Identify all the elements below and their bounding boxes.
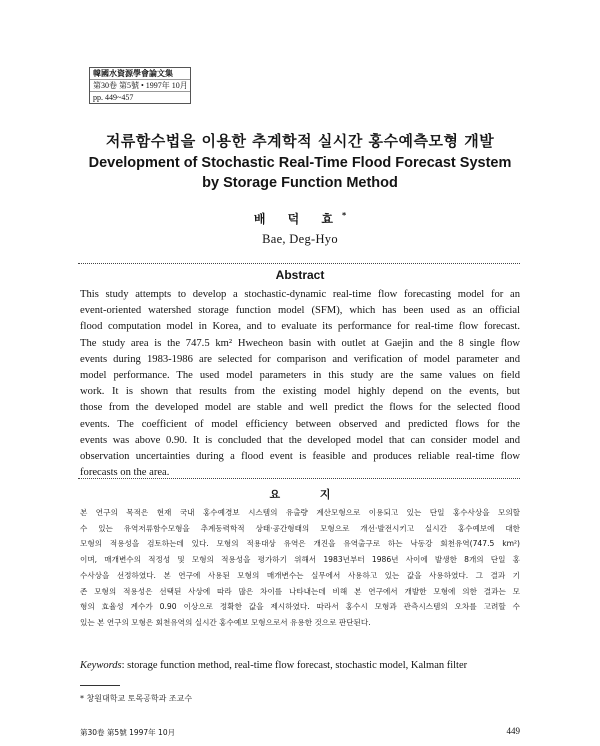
- author-korean: [0, 210, 600, 227]
- korean-abstract-line: 수 있는 유역저류함수모형을 추계동력학적 상태·공간형태의 모형으로 개선·발전시키고 실시간 홍수예보에 대한: [80, 523, 520, 533]
- footnote-rule: [80, 685, 120, 686]
- journal-volume: 第30卷 第5號 • 1997年 10月: [90, 79, 190, 91]
- korean-abstract-line: 모형의 적용성을 검토하는데 있다. 모형의 적용대상 유역은 개진을 유역출구로 하는 낙동강 회천유역(747.5 km²): [80, 539, 520, 549]
- abstract-line: The study area is the 747.5 km² Hwecheon basin with outlet at Gaejin and the 8 single flow: [80, 337, 520, 349]
- abstract-line: flood computation model in Korea, and to evaluate its performance for real-time flow forecast.: [80, 321, 520, 333]
- author-korean-name: 배 덕 효: [253, 212, 342, 226]
- keywords-text: : storage function method, real-time flow forecast, stochastic model, Kalman filter: [121, 660, 468, 671]
- title-english-line1: Development of Stochastic Real-Time Flood Forecast System: [88, 155, 512, 171]
- dotted-divider-bottom: [78, 478, 520, 479]
- korean-abstract-line: 형의 효율성 계수가 0.90 이상으로 정확한 값을 제시하였다. 따라서 홍수시 모형과 관측시스템의 오차를 고려할 수: [80, 602, 520, 612]
- title-korean: 저류함수법을 이용한 추계학적 실시간 홍수예측모형 개발: [105, 132, 495, 150]
- title-english-line2: by Storage Function Method: [202, 175, 398, 191]
- abstract-line: This study attempts to develop a stochastic-dynamic real-time flow forecasting model for an: [80, 289, 520, 300]
- korean-abstract-line: 수사상을 선정하였다. 본 연구에 사용된 모형의 매개변수는 실무에서 사용하고 있는 값을 사용하였다. 그 결과 기: [80, 570, 520, 580]
- korean-abstract-body: [80, 505, 520, 631]
- abstract-line: events. The coefficient of model efficiency between observed and predicted flows for the: [80, 418, 520, 430]
- author-footnote-marker: *: [341, 211, 347, 220]
- abstract-line: work. It is shown that results from the existing model highly depend on the events, but: [80, 386, 520, 398]
- keywords: [80, 660, 467, 671]
- korean-abstract-line: 본 연구의 목적은 현재 국내 홍수예경보 시스템의 유출량 계산모형으로 이용되고 있는 단일 홍수사상을 모의할: [80, 508, 520, 517]
- abstract-line: those from the developed model are stable and well predict the flows for the selected flood: [80, 402, 520, 414]
- keywords-label: Keywords: [80, 660, 122, 671]
- abstract-heading: Abstract: [275, 268, 325, 282]
- korean-abstract-line: 존 모형의 적용성은 선택된 사상에 따라 많은 차이를 나타내는데 비해 본 연구에서 개발한 모형에 의한 결과는 모: [80, 586, 520, 596]
- journal-info-box: [89, 67, 191, 104]
- abstract-line: model performance. The used model parameters in this study are the same values on field: [80, 370, 520, 382]
- abstract-line: events was above 0.90. It is concluded that the developed model that can consider model and: [80, 434, 520, 446]
- footer-issue: 第30卷 第5號 1997年 10月: [80, 728, 176, 737]
- abstract-line: forecasts on the area.: [80, 467, 170, 479]
- abstract-body: [80, 287, 520, 481]
- journal-name: 韓國水資源學會論文集: [93, 69, 173, 78]
- dotted-divider-top: [78, 263, 520, 264]
- abstract-line: event-oriented watershed storage function model (SFM), which has been used as an official: [80, 305, 520, 317]
- author-english: Bae, Deg-Hyo: [262, 232, 338, 246]
- journal-pages: pp. 449~457: [90, 91, 190, 103]
- korean-abstract-heading: 요 지: [269, 488, 349, 501]
- abstract-line: observation uncertainties during a flood event is feasible and produces reliable real-time flow: [80, 451, 520, 463]
- korean-abstract-line: 이며, 매개변수의 적정성 및 모형의 적용성을 평가하기 위해서 1983년부터 1986년 사이에 발생한 8개의 단일 홍: [80, 555, 520, 565]
- abstract-line: events during 1983-1986 are selected for comparison and verification of model parameter and: [80, 353, 520, 365]
- author-affiliation-footnote: * 창원대학교 토목공학과 조교수: [80, 694, 193, 703]
- page-number: 449: [506, 726, 520, 736]
- korean-abstract-line: 있는 본 연구의 모형은 회천유역의 실시간 홍수예보 모형으로서 유용한 것으로 판단된다.: [80, 617, 371, 627]
